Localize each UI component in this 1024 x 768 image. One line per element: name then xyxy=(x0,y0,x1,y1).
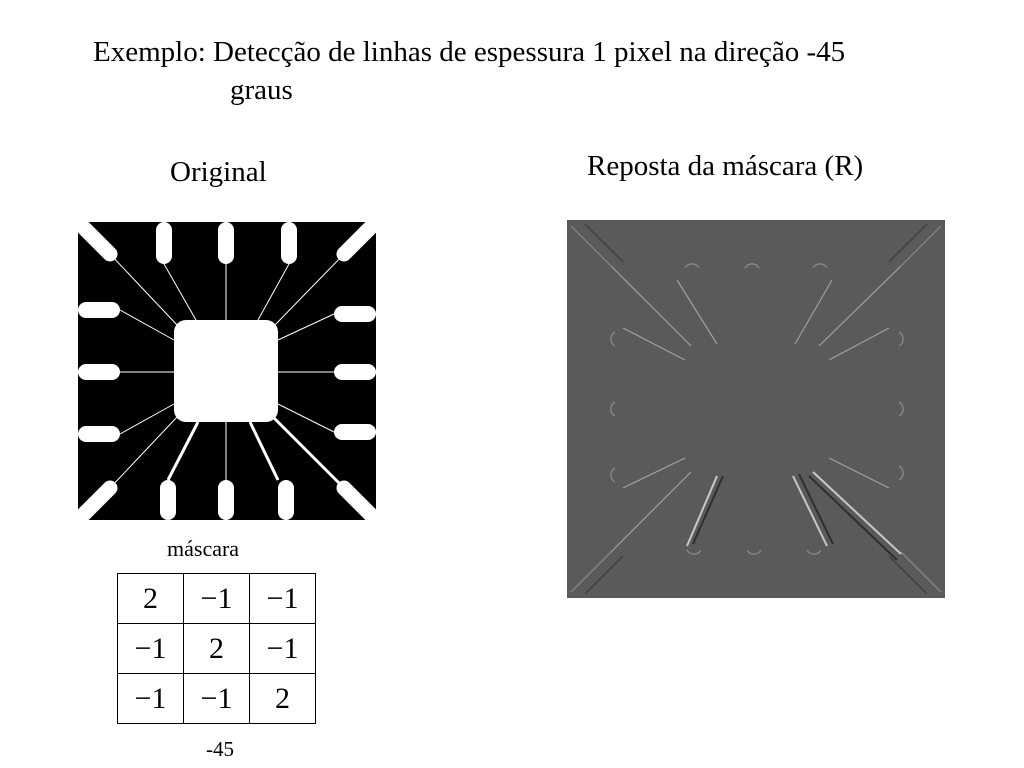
response-image xyxy=(567,220,945,598)
mask-cell: −1 xyxy=(118,674,184,724)
mask-row xyxy=(118,624,316,674)
response-label: Reposta da máscara (R) xyxy=(587,150,864,182)
slide-title xyxy=(93,33,993,109)
mask-cell: −1 xyxy=(184,574,250,624)
mask-angle: -45 xyxy=(206,737,234,761)
mask-table xyxy=(117,573,316,724)
mask-cell: −1 xyxy=(250,574,316,624)
title-line-2: graus xyxy=(230,74,293,106)
original-image xyxy=(78,222,376,520)
mask-row xyxy=(118,574,316,624)
mask-cell: 2 xyxy=(250,674,316,724)
mask-row xyxy=(118,674,316,724)
original-label: Original xyxy=(170,156,267,188)
mask-cell: 2 xyxy=(118,574,184,624)
mask-label: máscara xyxy=(167,536,240,561)
title-line-1: Exemplo: Detecção de linhas de espessura 1 pixel na direção -45 xyxy=(93,36,846,68)
mask-cell: −1 xyxy=(184,674,250,724)
mask-cell: −1 xyxy=(118,624,184,674)
mask-cell: 2 xyxy=(184,624,250,674)
mask-cell: −1 xyxy=(250,624,316,674)
